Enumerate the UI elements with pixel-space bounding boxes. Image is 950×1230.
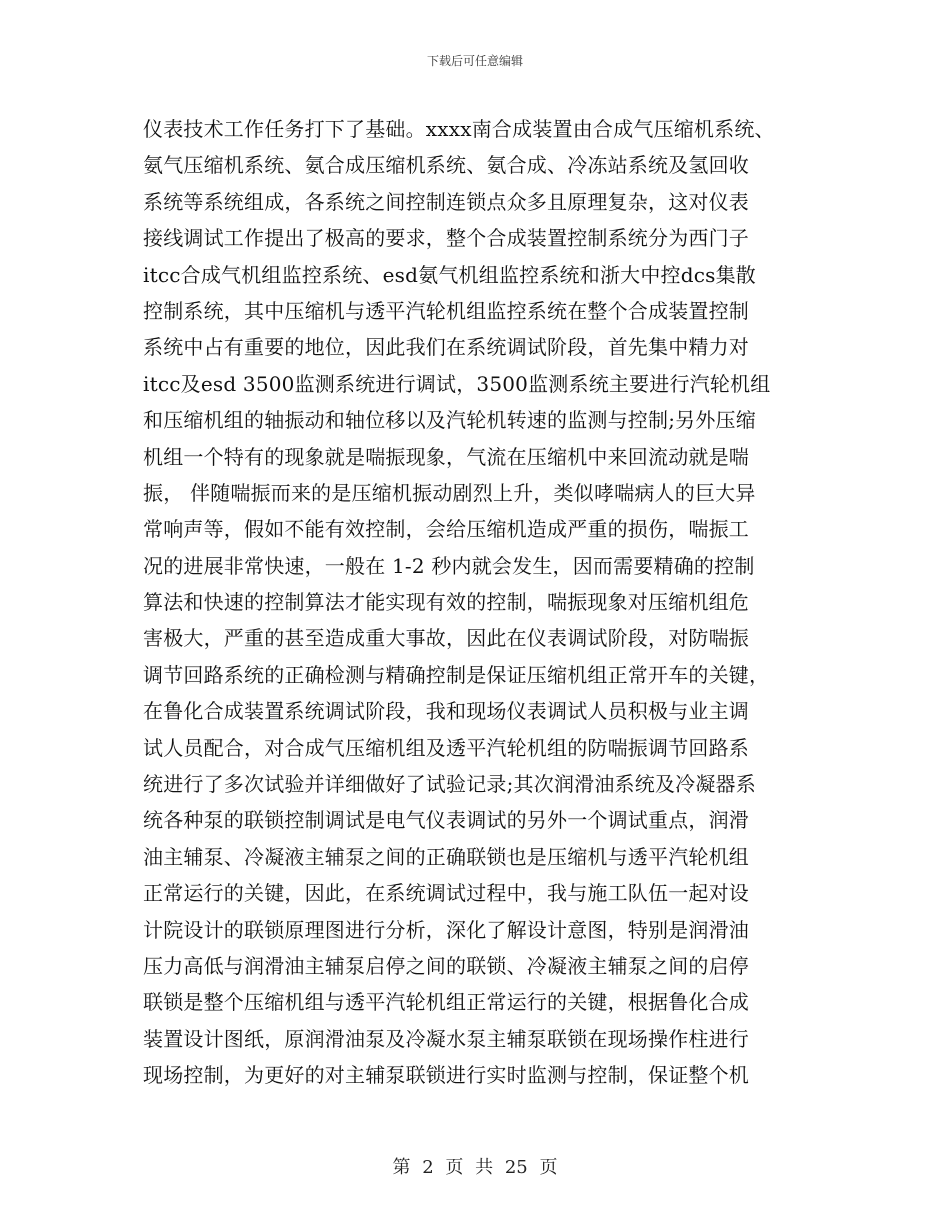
text-line: 压力高低与润滑油主辅泵启停之间的联锁、冷凝液主辅泵之间的启停 xyxy=(143,953,749,978)
text-line: 计院设计的联锁原理图进行分析，深化了解设计意图，特别是润滑油 xyxy=(143,917,749,942)
text-line: 仪表技术工作任务打下了基础。xxxx南合成装置由合成气压缩机系统、 xyxy=(143,117,775,141)
text-line: 和压缩机组的轴振动和轴位移以及汽轮机转速的监测与控制;另外压缩 xyxy=(143,408,756,433)
text-line: 振， 伴随喘振而来的是压缩机振动剧烈上升，类似哮喘病人的巨大异 xyxy=(143,480,756,505)
text-line: itcc及esd 3500监测系统进行调试，3500监测系统主要进行汽轮机组 xyxy=(143,371,771,396)
text-line: 联锁是整个压缩机组与透平汽轮机组正常运行的关键，根据鲁化合成 xyxy=(143,990,749,1015)
text-line: 算法和快速的控制算法才能实现有效的控制，喘振现象对压缩机组危 xyxy=(143,590,749,615)
text-line: 氨气压缩机系统、氨合成压缩机系统、氨合成、冷冻站系统及氢回收 xyxy=(143,153,749,178)
text-line: 系统等系统组成，各系统之间控制连锁点众多且原理复杂，这对仪表 xyxy=(143,189,749,214)
text-line: 调节回路系统的正确检测与精确控制是保证压缩机组正常开车的关键， xyxy=(143,662,770,687)
page-footer: 第 2 页 共 25 页 xyxy=(392,1157,558,1178)
text-line: 常响声等，假如不能有效控制，会给压缩机造成严重的损伤，喘振工 xyxy=(143,517,749,542)
text-line: 系统中占有重要的地位，因此我们在系统调试阶段，首先集中精力对 xyxy=(143,335,749,360)
text-line: 装置设计图纸，原润滑油泵及冷凝水泵主辅泵联锁在现场操作柱进行 xyxy=(143,1026,749,1051)
text-line: 正常运行的关键，因此，在系统调试过程中，我与施工队伍一起对设 xyxy=(143,881,749,906)
text-line: 统各种泵的联锁控制调试是电气仪表调试的另外一个调试重点，润滑 xyxy=(143,808,749,833)
text-line: 况的进展非常快速，一般在 1-2 秒内就会发生，因而需要精确的控制 xyxy=(143,553,755,578)
text-line: 害极大，严重的甚至造成重大事故，因此在仪表调试阶段，对防喘振 xyxy=(143,626,749,651)
text-line: 控制系统，其中压缩机与透平汽轮机组监控系统在整个合成装置控制 xyxy=(143,298,749,323)
text-line: 现场控制，为更好的对主辅泵联锁进行实时监测与控制，保证整个机 xyxy=(143,1063,749,1088)
text-line: 试人员配合，对合成气压缩机组及透平汽轮机组的防喘振调节回路系 xyxy=(143,735,749,760)
text-line: 油主辅泵、冷凝液主辅泵之间的正确联锁也是压缩机与透平汽轮机组 xyxy=(143,844,749,869)
text-line: itcc合成气机组监控系统、esd氨气机组监控系统和浙大中控dcs集散 xyxy=(143,262,757,287)
body-paragraph xyxy=(143,111,823,1094)
text-line: 机组一个特有的现象就是喘振现象，气流在压缩机中来回流动就是喘 xyxy=(143,444,749,469)
text-line: 在鲁化合成装置系统调试阶段，我和现场仪表调试人员积极与业主调 xyxy=(143,699,749,724)
page-header: 下载后可任意编辑 xyxy=(426,54,523,68)
text-line: 接线调试工作提出了极高的要求，整个合成装置控制系统分为西门子 xyxy=(143,226,749,251)
text-line: 统进行了多次试验并详细做好了试验记录;其次润滑油系统及冷凝器系 xyxy=(143,772,756,797)
